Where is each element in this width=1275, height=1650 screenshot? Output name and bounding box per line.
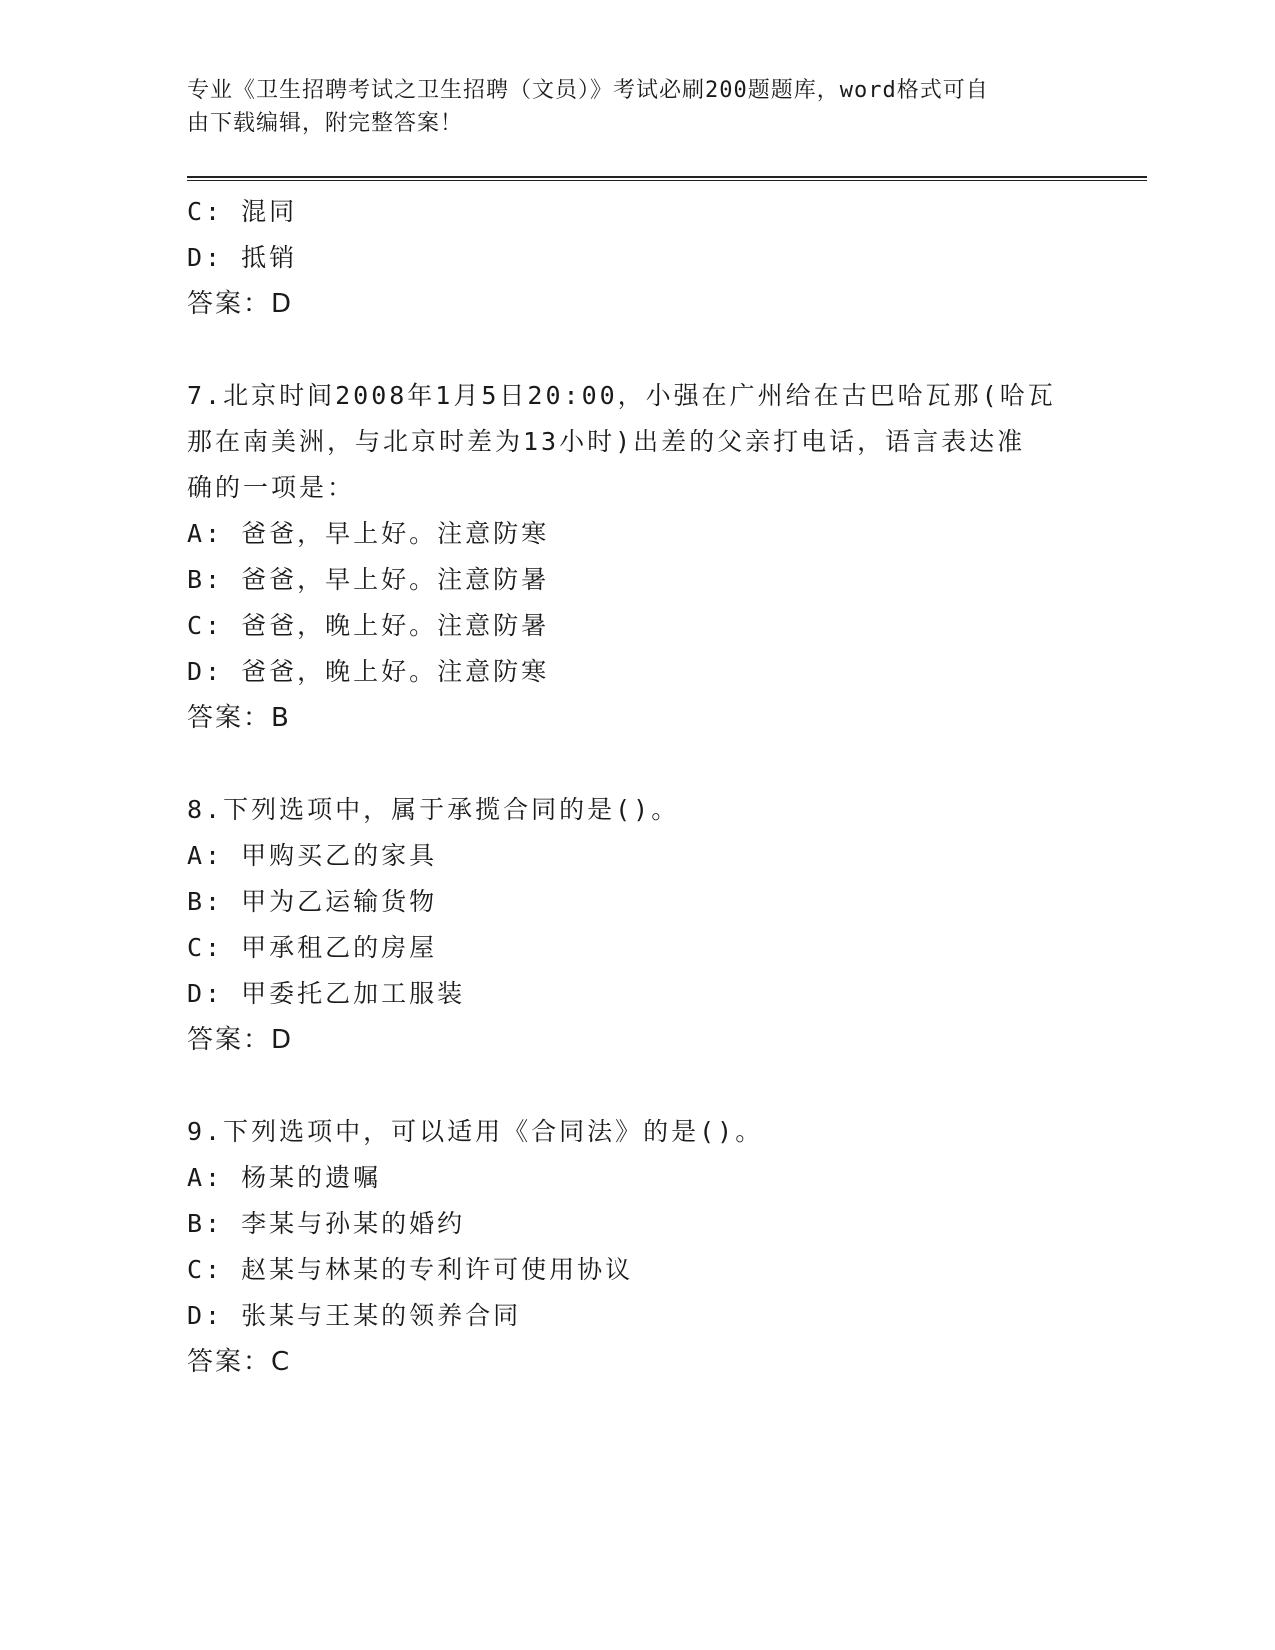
option-b: B: 李某与孙某的婚约 <box>187 1209 466 1238</box>
document-header <box>187 74 1067 140</box>
option-c: C: 赵某与林某的专利许可使用协议 <box>187 1255 634 1284</box>
option-d: D: 甲委托乙加工服装 <box>187 979 466 1008</box>
question-text-line: 那在南美洲，与北京时差为13小时)出差的父亲打电话，语言表达准 <box>187 427 1026 456</box>
option-b: B: 甲为乙运输货物 <box>187 887 438 916</box>
option-a: A: 甲购买乙的家具 <box>187 841 438 870</box>
option-c: C: 甲承租乙的房屋 <box>187 933 438 962</box>
answer-line: 答案：C <box>187 1347 292 1377</box>
answer-line: 答案：B <box>187 703 291 733</box>
option-a: A: 杨某的遗嘱 <box>187 1163 382 1192</box>
option-d: D: 张某与王某的领养合同 <box>187 1301 522 1330</box>
option-c: C: 混同 <box>187 197 298 226</box>
question-text-line: 确的一项是： <box>187 473 356 502</box>
header-divider <box>187 176 1147 181</box>
header-line-2: 由下载编辑，附完整答案！ <box>187 111 464 136</box>
option-d: D: 抵销 <box>187 243 298 272</box>
answer-line: 答案：D <box>187 289 294 319</box>
option-d: D: 爸爸，晚上好。注意防寒 <box>187 657 550 686</box>
option-c: C: 爸爸，晚上好。注意防暑 <box>187 611 550 640</box>
answer-line: 答案：D <box>187 1025 294 1055</box>
question-list <box>187 189 1087 1385</box>
option-a: A: 爸爸，早上好。注意防寒 <box>187 519 550 548</box>
question-block-8 <box>187 787 1087 1063</box>
question-block-7 <box>187 373 1087 741</box>
question-text-line: 9.下列选项中，可以适用《合同法》的是()。 <box>187 1117 764 1146</box>
question-text-line: 7.北京时间2008年1月5日20:00，小强在广州给在古巴哈瓦那(哈瓦 <box>187 381 1056 410</box>
question-block-6 <box>187 189 1087 327</box>
header-line-1: 专业《卫生招聘考试之卫生招聘（文员）》考试必刷200题题库，word格式可自 <box>187 78 989 103</box>
question-text-line: 8.下列选项中，属于承揽合同的是()。 <box>187 795 680 824</box>
question-block-9 <box>187 1109 1087 1385</box>
option-b: B: 爸爸，早上好。注意防暑 <box>187 565 550 594</box>
